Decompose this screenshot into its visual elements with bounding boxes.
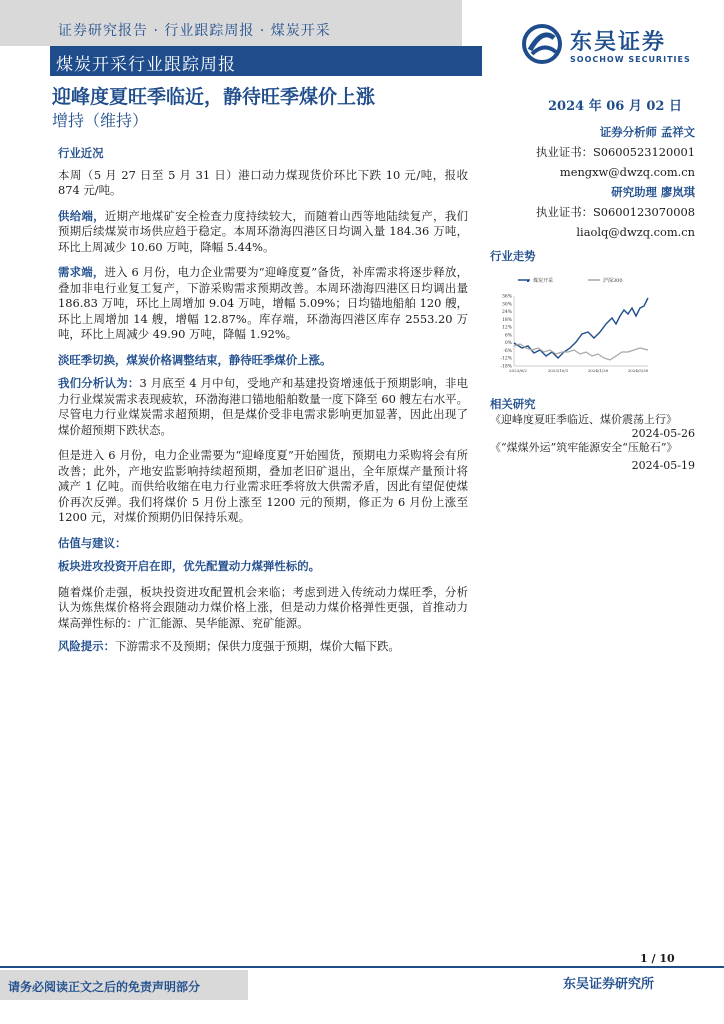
footer-divider <box>0 966 724 968</box>
recommendation: 板块进攻投资开启在即，优先配置动力煤弹性标的。 <box>58 559 320 573</box>
analyst-info <box>490 124 695 240</box>
paragraph: 但是进入 6 月份，电力企业需要为“迎峰度夏”开始囤货，预期电力采购将会有所改善；此外，产地安监影响持续超预期，叠加老旧矿退出，全年原煤产量预计将减产 1 亿吨。而供给收缩在电力行业需求旺季将放大供需矛盾，因此有望促使煤价再次反弹。我们将煤价 5 月份上涨至 1200 元的预期，修正为 6 月份上涨至 1200 元，对煤价预期仍旧保持乐观。 <box>58 448 468 524</box>
y-tick-label: -6% <box>503 348 512 354</box>
y-tick-label: 30% <box>501 302 512 308</box>
series-line-b <box>514 344 648 360</box>
para-label: 我们分析认为： <box>58 376 140 390</box>
breadcrumb: 证券研究报告 · 行业跟踪周报 · 煤炭开采 <box>58 23 331 39</box>
paragraph: 本周（5 月 27 日至 5 月 31 日）港口动力煤现货价环比下跌 10 元/吨，报收 874 元/吨。 <box>58 167 468 197</box>
para-text: 下游需求不及预期；保供力度强于预期，煤价大幅下跌。 <box>114 639 400 653</box>
legend-label-b: 沪深300 <box>603 278 623 284</box>
trend-chart <box>488 268 658 378</box>
y-tick-label: 24% <box>501 310 512 316</box>
related-research <box>490 397 695 473</box>
section-heading: 估值与建议： <box>58 535 127 550</box>
assistant-name: 研究助理 廖岚琪 <box>611 185 695 199</box>
related-item-date: 2024-05-19 <box>631 459 695 472</box>
analyst-name: 证券分析师 孟祥文 <box>599 125 695 139</box>
legend-label-a: 煤炭开采 <box>533 278 554 284</box>
related-item[interactable]: 《“煤煤外运”筑牢能源安全“压舱石”》 <box>490 441 678 454</box>
x-tick-label: 2023/6/2 <box>509 368 527 373</box>
y-tick-label: -12% <box>500 356 512 362</box>
y-tick-label: -18% <box>500 364 512 370</box>
para-label: 需求端， <box>58 265 105 279</box>
assistant-email[interactable]: liaolq@dwzq.com.cn <box>576 225 695 239</box>
paragraph <box>58 265 468 343</box>
para-label: 风险提示： <box>58 639 115 653</box>
paragraph <box>58 209 468 256</box>
logo-text: 东吴证券 <box>570 30 667 55</box>
related-item-date: 2024-05-26 <box>631 427 695 440</box>
para-text: 进入 6 月份，电力企业需要为“迎峰度夏”备货，补库需求将逐步释放，叠加非电行业复工复产，下游采购需求预期改善。本周环渤海四港区日均调出量 186.83 万吨，环比上周增加 9.04 万吨，增幅 5.09%；日均锚地船舶 120 艘，环比上周增加 14 艘，增幅 12.87%。库存端，环渤海四港区库存 2553.20 万吨，环比上周减少 49.90 万吨，降幅 1.92%。 <box>58 265 468 341</box>
report-headline: 迎峰度夏旺季临近，静待旺季煤价上涨 <box>52 86 376 108</box>
footer-disclaimer[interactable]: 请务必阅读正文之后的免责声明部分 <box>8 980 201 994</box>
report-date: 2024 年 06 月 02 日 <box>548 99 682 114</box>
analyst-email[interactable]: mengxw@dwzq.com.cn <box>559 165 695 179</box>
para-text: 近期产地煤矿安全检查力度持续较大，而随着山西等地陆续复产，我们预期后续煤炭市场供应趋于稳定。本周环渤海四港区日均调入量 184.36 万吨，环比上周减少 10.60 万吨，降幅 5.44%。 <box>58 208 468 254</box>
paragraph <box>58 376 468 438</box>
logo-icon <box>522 24 566 64</box>
footer-institute: 东吴证券研究所 <box>563 977 655 992</box>
section-title: 煤炭开采行业跟踪周报 <box>56 55 236 75</box>
x-tick-label: 2024/5/30 <box>627 368 649 373</box>
para-label: 供给端， <box>58 208 105 223</box>
risk-paragraph <box>58 639 468 655</box>
section-heading: 行业近况 <box>58 146 104 160</box>
y-tick-label: 18% <box>501 317 512 323</box>
logo-subtext: SOOCHOW SECURITIES <box>570 55 691 64</box>
analyst-cert: 执业证书：S0600523120001 <box>536 145 695 159</box>
assistant-cert: 执业证书：S0600123070008 <box>536 205 695 219</box>
related-item[interactable]: 《迎峰度夏旺季临近、煤价震荡上行》 <box>490 413 677 426</box>
paragraph: 随着煤价走强，板块投资进攻配置机会来临；考虑到进入传统动力煤旺季，分析认为炼焦煤价格将会跟随动力煤价格上涨，但是动力煤价格弹性更强，首推动力煤高弹性标的：广汇能源、昊华能源、兖矿能源。 <box>58 584 468 630</box>
rating: 增持（维持） <box>52 111 149 130</box>
y-tick-label: 36% <box>501 294 512 300</box>
y-tick-label: 0% <box>504 341 512 347</box>
x-tick-label: 2024/1/30 <box>587 368 609 373</box>
x-tick-label: 2023/10/1 <box>547 368 569 373</box>
section-heading: 淡旺季切换，煤炭价格调整结束，静待旺季煤价上涨。 <box>58 352 332 367</box>
para-text: 3 月底至 4 月中旬，受地产和基建投资增速低于预期影响，非电力行业煤炭需求表现疲软，环渤海港口锚地船舶数量一度下降至 60 艘左右水平。尽管电力行业煤炭需求超预期，但是煤价受非电需求影响更加显著，因此出现了煤价超预期下跌状态。 <box>58 376 468 437</box>
page-number: 1 / 10 <box>640 952 675 965</box>
related-title: 相关研究 <box>490 397 536 411</box>
y-tick-label: 12% <box>501 325 512 331</box>
trend-title: 行业走势 <box>490 249 536 263</box>
y-tick-label: 6% <box>504 333 512 339</box>
main-content <box>58 140 468 655</box>
